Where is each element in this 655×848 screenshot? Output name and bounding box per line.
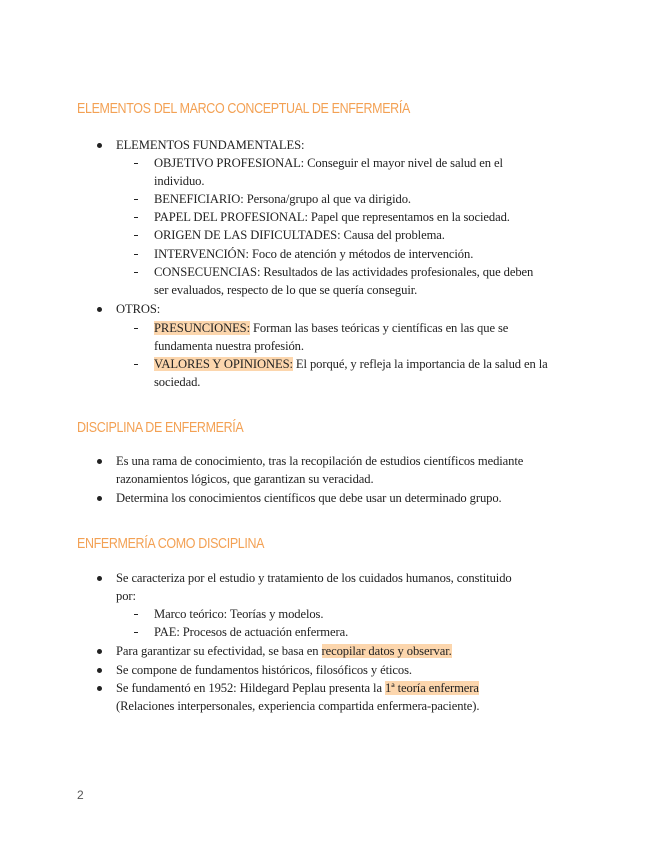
list-item: OTROS: <box>116 302 161 316</box>
bullet-icon <box>97 576 102 581</box>
sub-list-item <box>154 355 548 373</box>
list-item-continuation: razonamientos lógicos, que garantizan su veracidad. <box>116 472 374 486</box>
dash-icon <box>134 364 138 365</box>
dash-icon <box>134 254 138 255</box>
sub-list-item: OBJETIVO PROFESIONAL: Conseguir el mayor nivel de salud en el <box>154 156 503 170</box>
list-item: Se compone de fundamentos históricos, filosóficos y éticos. <box>116 663 412 677</box>
sub-list-item: BENEFICIARIO: Persona/grupo al que va dirigido. <box>154 192 411 206</box>
list-item <box>116 679 479 697</box>
dash-icon <box>134 217 138 218</box>
sub-list-item-continuation: sociedad. <box>154 375 201 389</box>
dash-icon <box>134 235 138 236</box>
sub-list-item: INTERVENCIÓN: Foco de atención y métodos de intervención. <box>154 247 474 261</box>
dash-icon <box>134 614 138 615</box>
sub-list-item-continuation: individuo. <box>154 174 205 188</box>
bullet-icon <box>97 649 102 654</box>
list-item: Determina los conocimientos científicos que debe usar un determinado grupo. <box>116 491 502 505</box>
dash-icon <box>134 272 138 273</box>
dash-icon <box>134 328 138 329</box>
list-item <box>116 642 452 660</box>
list-item-continuation: por: <box>116 589 136 603</box>
list-item-continuation: (Relaciones interpersonales, experiencia compartida enfermera-paciente). <box>116 699 480 713</box>
bullet-icon <box>97 307 102 312</box>
section-heading-enfermeria-disciplina: ENFERMERÍA COMO DISCIPLINA <box>77 536 265 552</box>
list-item: ELEMENTOS FUNDAMENTALES: <box>116 138 305 152</box>
dash-icon <box>134 163 138 164</box>
dash-icon <box>134 199 138 200</box>
highlighted-term: recopilar datos y observar. <box>321 644 452 658</box>
sub-list-item: Marco teórico: Teorías y modelos. <box>154 607 324 621</box>
highlighted-term: PRESUNCIONES: <box>154 321 250 335</box>
page-number: 2 <box>77 788 84 802</box>
section-heading-disciplina: DISCIPLINA DE ENFERMERÍA <box>77 420 244 436</box>
bullet-icon <box>97 459 102 464</box>
dash-icon <box>134 632 138 633</box>
item-text: Se fundamentó en 1952: Hildegard Peplau presenta la <box>116 681 385 695</box>
section-heading-marco-conceptual: ELEMENTOS DEL MARCO CONCEPTUAL DE ENFERMERÍA <box>77 101 410 117</box>
sub-list-item: PAE: Procesos de actuación enfermera. <box>154 625 349 639</box>
sub-list-item: CONSECUENCIAS: Resultados de las actividades profesionales, que deben <box>154 265 534 279</box>
sub-list-item-continuation: ser evaluados, respecto de lo que se quería conseguir. <box>154 283 418 297</box>
bullet-icon <box>97 143 102 148</box>
list-item: Es una rama de conocimiento, tras la recopilación de estudios científicos mediante <box>116 454 524 468</box>
list-item: Se caracteriza por el estudio y tratamiento de los cuidados humanos, constituido <box>116 571 512 585</box>
sub-list-item: PAPEL DEL PROFESIONAL: Papel que representamos en la sociedad. <box>154 210 510 224</box>
item-text: Forman las bases teóricas y científicas en las que se <box>249 321 509 335</box>
sub-list-item <box>154 319 508 337</box>
highlighted-term: 1ª teoría enfermera <box>385 681 479 695</box>
bullet-icon <box>97 668 102 673</box>
bullet-icon <box>97 496 102 501</box>
highlighted-term: VALORES Y OPINIONES: <box>154 357 293 371</box>
item-text: El porqué, y refleja la importancia de la salud en la <box>292 357 548 371</box>
item-text: Para garantizar su efectividad, se basa en <box>116 644 322 658</box>
sub-list-item: ORIGEN DE LAS DIFICULTADES: Causa del problema. <box>154 228 445 242</box>
bullet-icon <box>97 686 102 691</box>
sub-list-item-continuation: fundamenta nuestra profesión. <box>154 339 304 353</box>
